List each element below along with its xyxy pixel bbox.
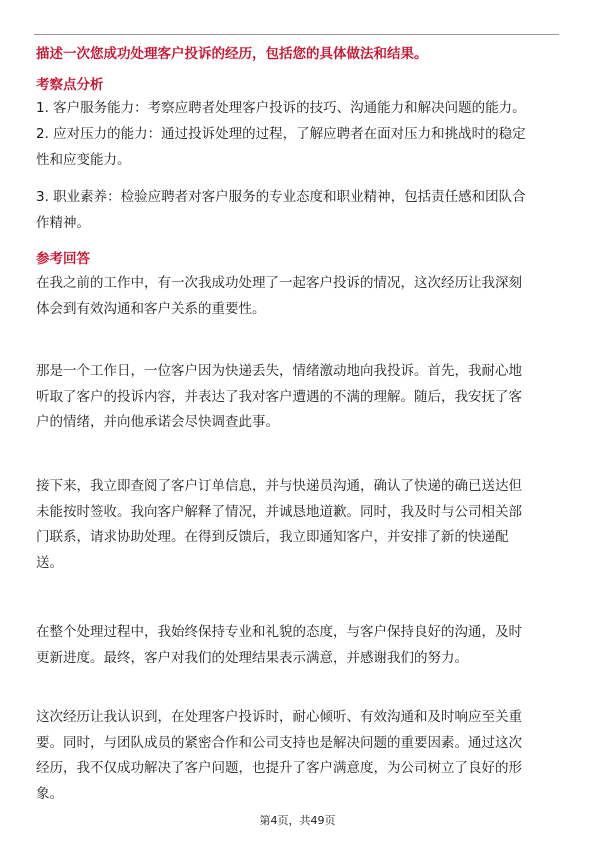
answer-heading: 参考回答 [36, 251, 90, 267]
answer-paragraph-4-line-1: 在整个处理过程中，我始终保持专业和礼貌的态度，与客户保持良好的沟通，及时 [36, 624, 522, 640]
analysis-point [36, 122, 561, 173]
answer-paragraph-2-line-3: 户的情绪，并向他承诺会尽快调查此事。 [36, 414, 279, 430]
answer-paragraph [36, 705, 561, 807]
answer-paragraph-1-line-1: 在我之前的工作中，有一次我成功处理了一起客户投诉的情况，这次经历让我深刻 [36, 275, 522, 291]
answer-paragraph-5-line-2: 要。同时，与团队成员的紧密合作和公司支持也是解决问题的重要因素。通过这次 [36, 734, 522, 751]
analysis-point-2-line-1: 2. 应对压力的能力：通过投诉处理的过程，了解应聘者在面对压力和挑战时的稳定 [36, 126, 526, 142]
answer-paragraph-3-line-2: 未能按时签收。我向客户解释了情况，并诚恳地道歉。同时，我及时与公司相关部 [36, 503, 522, 520]
answer-paragraph-3-line-3: 门联系，请求协助处理。在得到反馈后，我立即通知客户，并安排了新的快递配 [36, 529, 509, 545]
answer-paragraph-5-line-4: 象。 [36, 785, 63, 802]
analysis-point [36, 185, 561, 236]
answer-paragraph-3-line-1: 接下来，我立即查阅了客户订单信息，并与快递员沟通，确认了快递的确已送达但 [36, 478, 522, 494]
analysis-point-2-line-2: 性和应变能力。 [36, 151, 131, 168]
answer-paragraph-5-line-1: 这次经历让我认识到，在处理客户投诉时，耐心倾听、有效沟通和及时响应至关重 [36, 709, 522, 725]
answer-paragraph-2-line-2: 听取了客户的投诉内容，并表达了我对客户遭遇的不满的理解。随后，我安抚了客 [36, 388, 522, 405]
analysis-point-1-line-1: 1. 客户服务能力：考察应聘者处理客户投诉的技巧、沟通能力和解决问题的能力。 [36, 100, 526, 116]
answer-paragraph-2-line-1: 那是一个工作日，一位客户因为快递丢失，情绪激动地向我投诉。首先，我耐心地 [36, 363, 522, 379]
answer-paragraph [36, 271, 561, 322]
page-number: 第4页，共49页 [259, 814, 336, 827]
question-title: 描述一次您成功处理客户投诉的经历，包括您的具体做法和结果。 [36, 46, 428, 62]
answer-paragraph [36, 359, 561, 436]
analysis-point [36, 96, 561, 122]
top-divider [34, 34, 559, 35]
answer-paragraph-5-line-3: 经历，我不仅成功解决了客户问题，也提升了客户满意度，为公司树立了良好的形 [36, 760, 522, 776]
answer-paragraph-4-line-2: 更新进度。最终，客户对我们的处理结果表示满意，并感谢我们的努力。 [36, 649, 468, 666]
answer-paragraph-1-line-2: 体会到有效沟通和客户关系的重要性。 [36, 300, 266, 317]
answer-paragraph-3-line-4: 送。 [36, 554, 63, 571]
analysis-heading: 考察点分析 [36, 77, 104, 93]
analysis-point-3-line-1: 3. 职业素养：检验应聘者对客户服务的专业态度和职业精神，包括责任感和团队合 [36, 189, 526, 205]
answer-paragraph [36, 620, 561, 671]
analysis-point-3-line-2: 作精神。 [36, 214, 90, 231]
answer-paragraph [36, 474, 561, 576]
